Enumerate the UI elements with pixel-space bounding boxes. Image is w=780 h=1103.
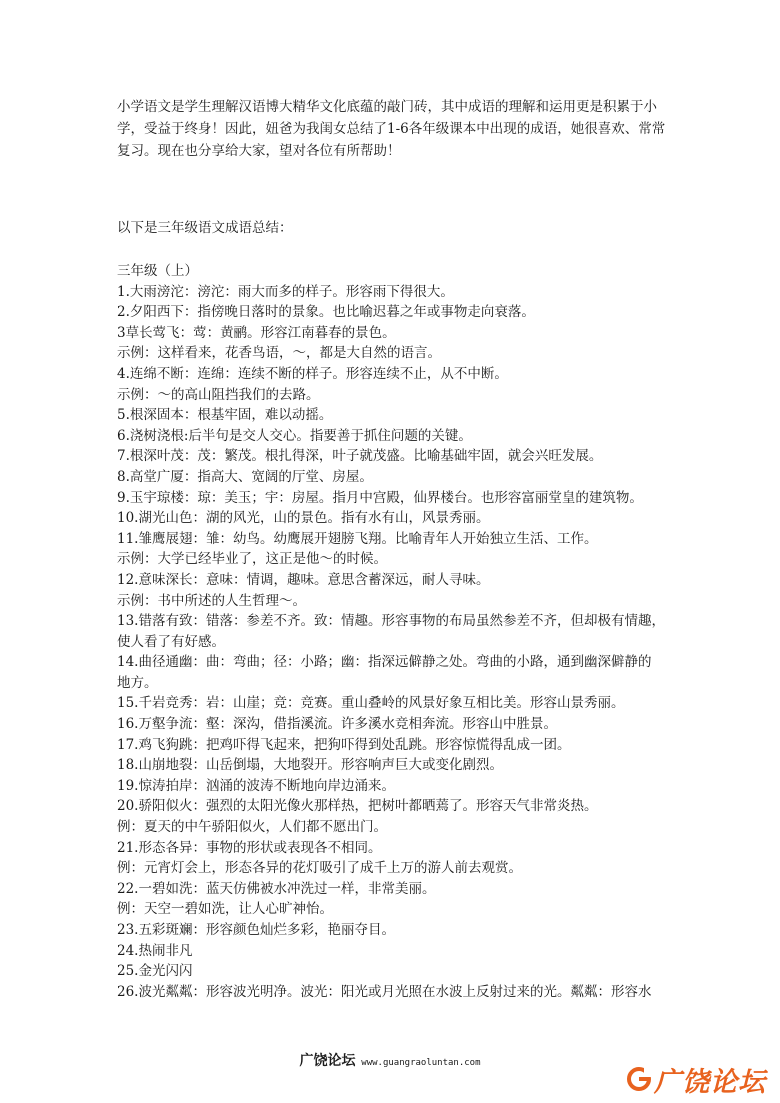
- intro-paragraph: 小学语文是学生理解汉语博大精华文化底蕴的敲门砖，其中成语的理解和运用更是积累于小学，受益于终身！因此，妞爸为我闺女总结了1-6各年级课本中出现的成语，她很喜欢、常常复习。现在也分享给大家，望对各位有所帮助！: [117, 99, 666, 159]
- text-line: 三年级（上）: [117, 263, 198, 279]
- text-line: 11.雏鹰展翅：雏：幼鸟。幼鹰展开翅膀飞翔。比喻青年人开始独立生活、工作。: [117, 530, 598, 547]
- text-line: 17.鸡飞狗跳：把鸡吓得飞起来，把狗吓得到处乱跳。形容惊慌得乱成一团。: [117, 736, 571, 753]
- text-line: 示例：～的高山阻挡我们的去路。: [117, 386, 320, 403]
- text-line: 示例：这样看来，花香鸟语，～，都是大自然的语言。: [117, 345, 441, 362]
- text-line: 22.一碧如洗：蓝天仿佛被水冲洗过一样，非常美丽。: [117, 880, 436, 897]
- text-line: 例：夏天的中午骄阳似火，人们都不愿出门。: [117, 819, 387, 836]
- text-line: 25.金光闪闪: [117, 963, 193, 980]
- idiom-list: [117, 261, 677, 1002]
- text-line: 15.千岩竞秀：岩：山崖；竞：竞赛。重山叠岭的风景好象互相比美。形容山景秀丽。: [117, 695, 625, 712]
- text-line: 例：天空一碧如洗，让人心旷神怡。: [117, 901, 333, 918]
- text-line: 24.热闹非凡: [117, 942, 193, 959]
- text-line: 14.曲径通幽：曲：弯曲；径：小路；幽：指深远僻静之处。弯曲的小路，通到幽深僻静的: [117, 654, 652, 671]
- section-subtitle: 以下是三年级语文成语总结：: [117, 220, 293, 236]
- text-line: 16.万壑争流：壑：深沟，借指溪流。许多溪水竞相奔流。形容山中胜景。: [117, 716, 557, 733]
- text-line: 23.五彩斑斓：形容颜色灿烂多彩，艳丽夺目。: [117, 922, 395, 938]
- text-line: 7.根深叶茂：茂：繁茂。根扎得深，叶子就茂盛。比喻基础牢固，就会兴旺发展。: [117, 448, 603, 465]
- text-line: 地方。: [117, 674, 158, 691]
- text-line: 10.湖光山色：湖的风光，山的景色。指有水有山，风景秀丽。: [117, 510, 490, 527]
- text-line: 使人看了有好感。: [117, 633, 225, 650]
- text-line: 3草长莺飞：莺：黄鹂。形容江南暮春的景色。: [117, 324, 396, 341]
- text-line: 12.意味深长：意味：情调，趣味。意思含蓄深远，耐人寻味。: [117, 571, 490, 588]
- text-line: 2.夕阳西下：指傍晚日落时的景象。也比喻迟暮之年或事物走向衰落。: [117, 304, 535, 321]
- site-logo: [626, 1061, 766, 1097]
- text-line: 4.连绵不断：连绵：连续不断的样子。形容连续不止，从不中断。: [117, 365, 508, 382]
- text-line: 18.山崩地裂：山岳倒塌，大地裂开。形容响声巨大或变化剧烈。: [117, 757, 503, 774]
- text-line: 5.根深固本：根基牢固，难以动摇。: [117, 407, 333, 424]
- text-line: 示例：书中所述的人生哲理～。: [117, 592, 306, 609]
- text-line: 6.浇树浇根:后半句是交人交心。指要善于抓住问题的关键。: [117, 427, 472, 444]
- text-line: 20.骄阳似火：强烈的太阳光像火那样热，把树叶都晒蔫了。形容天气非常炎热。: [117, 798, 598, 815]
- text-line: 8.高堂广厦：指高大、宽阔的厅堂、房屋。: [117, 468, 373, 485]
- text-line: 9.玉宇琼楼：琼：美玉；宇：房屋。指月中宫殿，仙界楼台。也形容富丽堂皇的建筑物。: [117, 489, 643, 506]
- footer-site-name: 广饶论坛: [299, 1053, 356, 1069]
- footer-site-url: www.guangraoluntan.com: [361, 1058, 481, 1068]
- text-line: 19.惊涛拍岸：汹涌的波涛不断地向岸边涌来。: [117, 777, 395, 794]
- g-logo-icon: [626, 1066, 652, 1092]
- text-line: 示例：大学已经毕业了，这正是他～的时候。: [117, 551, 387, 568]
- text-line: 21.形态各异：事物的形状或表现各不相同。: [117, 839, 382, 856]
- text-line: 1.大雨滂沱：滂沱：雨大而多的样子。形容雨下得很大。: [117, 283, 454, 300]
- text-line: 例：元宵灯会上，形态各异的花灯吸引了成千上万的游人前去观赏。: [117, 860, 522, 877]
- text-line: 13.错落有致：错落：参差不齐。致：情趣。形容事物的布局虽然参差不齐，但却极有情趣，: [117, 613, 665, 630]
- logo-text: 广饶论坛: [654, 1066, 766, 1098]
- text-line: 26.波光粼粼：形容波光明净。波光：阳光或月光照在水波上反射过来的光。粼粼：形容水: [117, 983, 652, 1000]
